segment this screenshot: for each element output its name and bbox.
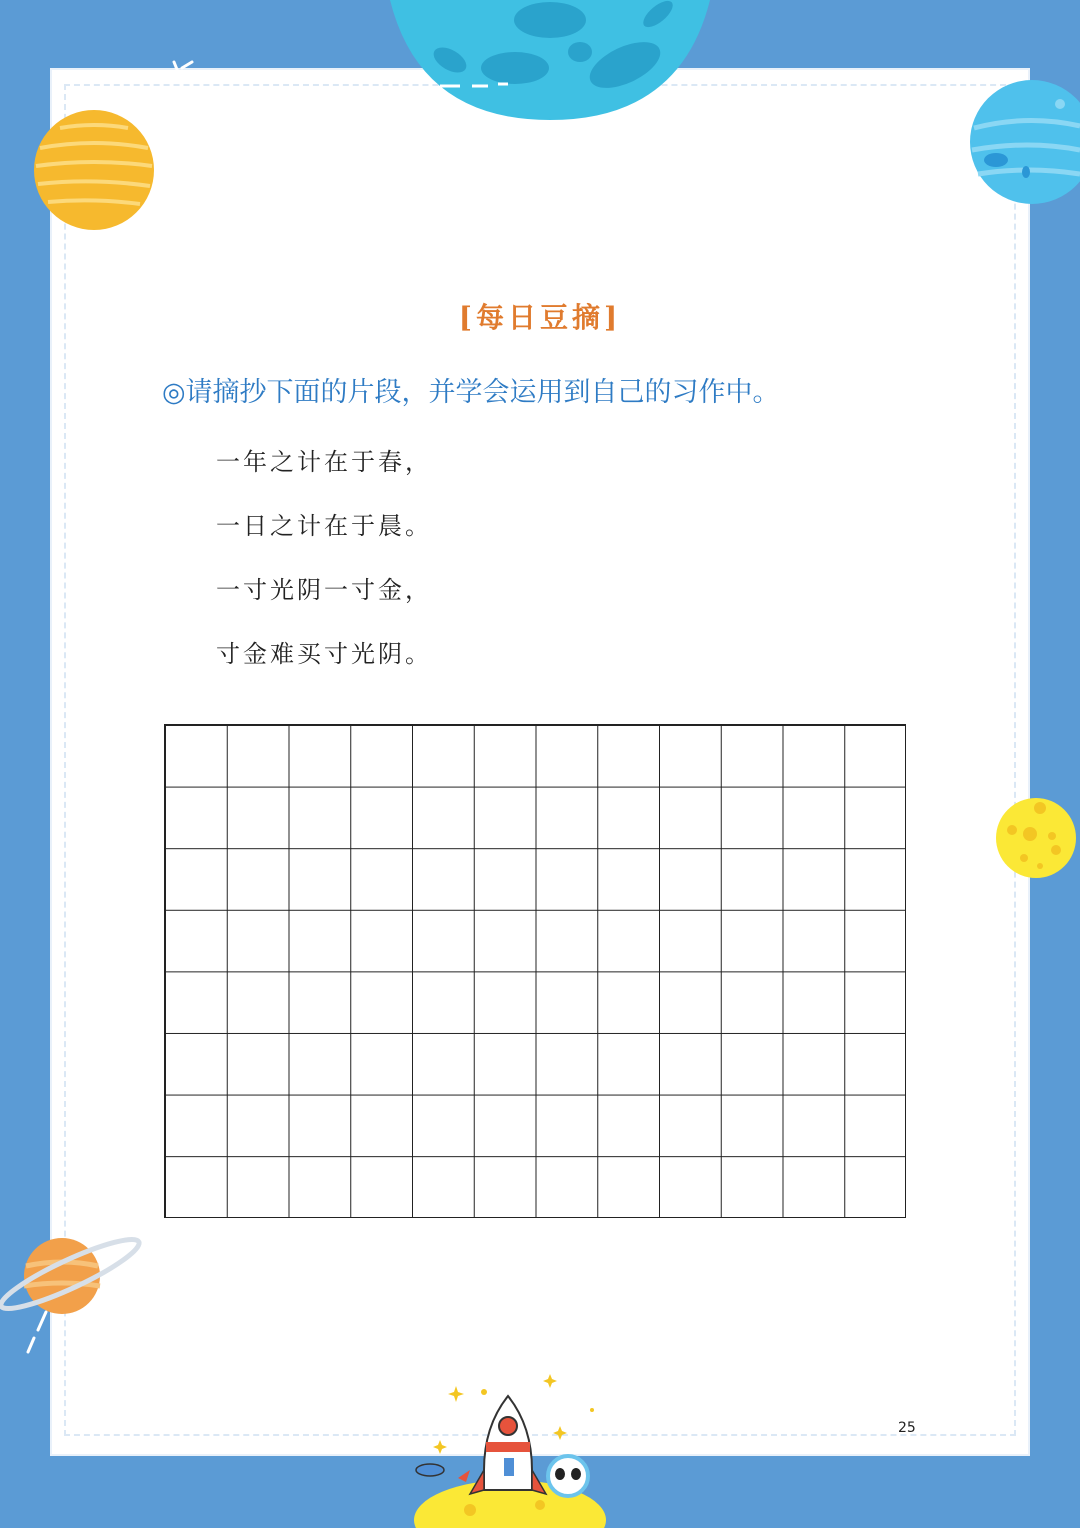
instruction-text: ◎请摘抄下面的片段，并学会运用到自己的习作中。 [162, 377, 780, 408]
page-number: 25 [898, 1420, 916, 1436]
moon-icon [380, 0, 720, 125]
writing-grid[interactable] [164, 724, 906, 1218]
page-title: [每日豆摘] [458, 301, 622, 334]
rocket-panda-illustration [400, 1370, 620, 1528]
poem-line: 一日之计在于晨。 [216, 512, 432, 540]
poem-line: 寸金难买寸光阴。 [216, 640, 432, 668]
ringed-planet-icon [0, 1230, 150, 1360]
poem-line: 一寸光阴一寸金， [216, 576, 432, 604]
dotted-moon-icon [994, 796, 1080, 880]
yellow-planet-icon [30, 108, 158, 232]
blue-planet-icon [968, 78, 1080, 208]
poem-line: 一年之计在于春， [216, 448, 432, 476]
star-icon [170, 58, 200, 78]
